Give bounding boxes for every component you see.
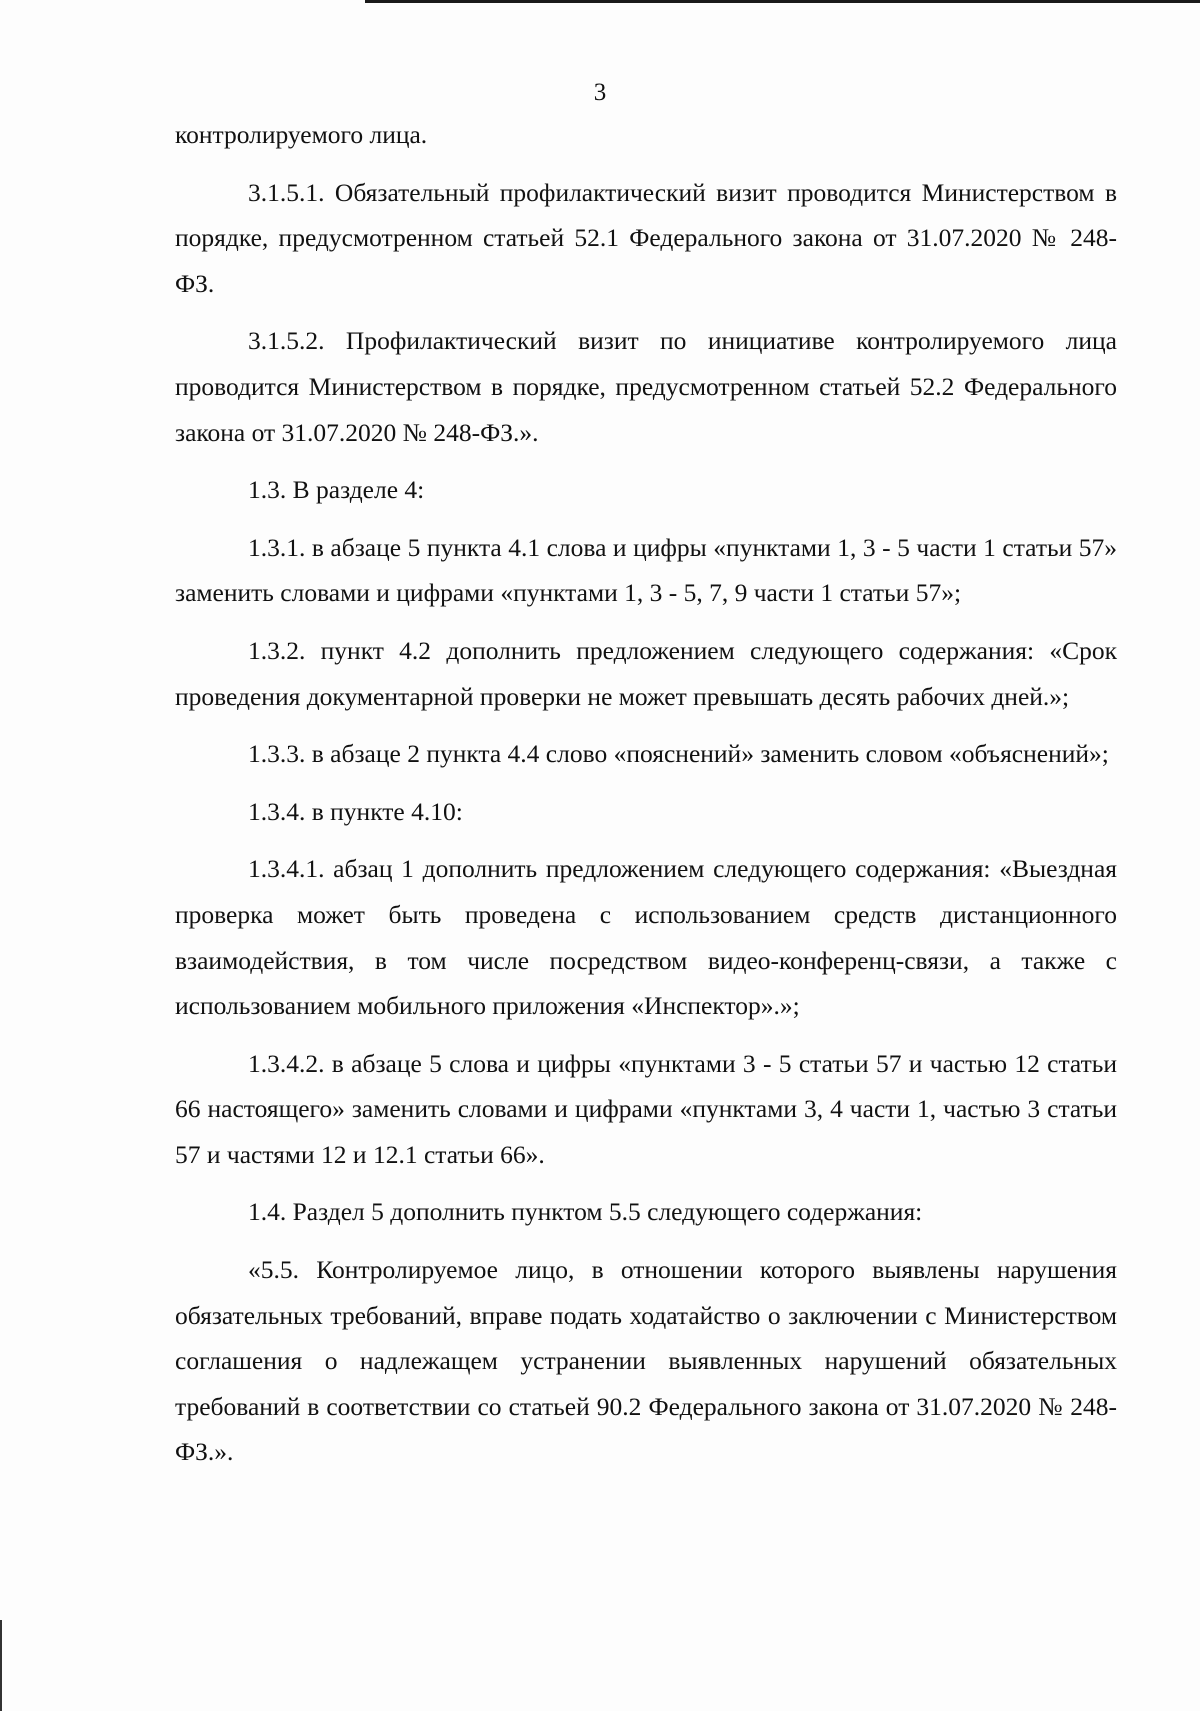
- page-number: 3: [593, 79, 607, 106]
- paragraph: «5.5. Контролируемое лицо, в отношении которого выявлены нарушения обязательных требований, вправе подать ходатайство о заключении с Министерством соглашения о надлежащем устранении выявленных нарушений обязательных требований в соответствии со статьей 90.2 Федерального закона от 31.07.2020 № 248-ФЗ.».: [175, 1255, 1117, 1467]
- scan-edge-mark: [0, 1620, 2, 1711]
- paragraph: 1.3.4.1. абзац 1 дополнить предложением следующего содержания: «Выездная проверка может быть проведена с использованием средств дистанционного взаимодействия, в том числе посредством видео-конференц-связи, а также с использованием мобильного приложения «Инспектор».»;: [175, 854, 1117, 1021]
- paragraph: контролируемого лица.: [175, 120, 428, 149]
- paragraph: 1.3.2. пункт 4.2 дополнить предложением следующего содержания: «Срок проведения документарной проверки не может превышать десять рабочих дней.»;: [175, 635, 1117, 711]
- paragraph: 1.3.1. в абзаце 5 пункта 4.1 слова и цифры «пунктами 1, 3 - 5 части 1 статьи 57» заменить словами и цифрами «пунктами 1, 3 - 5, 7, 9 части 1 статьи 57»;: [175, 532, 1117, 608]
- paragraph: 1.4. Раздел 5 дополнить пунктом 5.5 следующего содержания:: [248, 1197, 923, 1227]
- paragraph: 1.3.4.2. в абзаце 5 слова и цифры «пунктами 3 - 5 статьи 57 и частью 12 статьи 66 настоящего» заменить словами и цифрами «пунктами 3, 4 части 1, частью 3 статьи 57 и частями 12 и 12.1 статьи 66».: [175, 1048, 1117, 1169]
- paragraph: 1.3.3. в абзаце 2 пункта 4.4 слово «пояснений» заменить словом «объяснений»;: [248, 739, 1109, 769]
- paragraph: 3.1.5.1. Обязательный профилактический визит проводится Министерством в порядке, предусмотренном статьей 52.1 Федерального закона от 31.07.2020 № 248-ФЗ.: [175, 177, 1117, 298]
- scan-top-border: [365, 0, 1200, 3]
- paragraph: 1.3.4. в пункте 4.10:: [248, 796, 463, 826]
- paragraph: 3.1.5.2. Профилактический визит по инициативе контролируемого лица проводится Министерством в порядке, предусмотренном статьей 52.2 Федерального закона от 31.07.2020 № 248-ФЗ.».: [175, 326, 1117, 447]
- document-body: [175, 112, 1117, 1475]
- paragraph: 1.3. В разделе 4:: [248, 475, 425, 505]
